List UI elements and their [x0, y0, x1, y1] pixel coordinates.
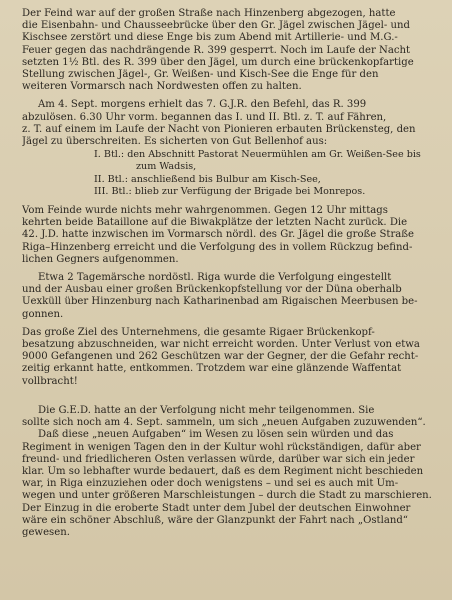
paragraph-1 — [22, 8, 438, 93]
text-line: vollbracht! — [22, 375, 78, 387]
text-line: wegen und unter größeren Marschleistungen – durch die Stadt zu marschieren. — [22, 490, 432, 502]
list-item: III. Btl.: blieb zur Verfügung der Brigade bei Monrepos. — [94, 185, 366, 197]
text-line: die Eisenbahn- und Chausseebrücke über den Gr. Jägel zwischen Jägel- und — [22, 20, 410, 32]
text-line: Das große Ziel des Unternehmens, die gesamte Rigaer Brückenkopf- — [22, 326, 375, 338]
paragraph-5 — [22, 327, 438, 388]
text-line: Regiment in wenigen Tagen den in der Kultur wohl rückständigen, dafür aber — [22, 441, 421, 453]
battalion-list — [22, 149, 438, 198]
text-line: Die G.E.D. hatte an der Verfolgung nicht mehr teilgenommen. Sie — [38, 404, 375, 416]
text-line: gonnen. — [22, 308, 64, 320]
section-gap — [22, 388, 438, 405]
text-line: war, in Riga einzuziehen oder doch wenigstens – und sei es auch mit Um- — [22, 478, 399, 490]
paragraph-4 — [22, 272, 438, 321]
text-line: freund- und friedlicheren Osten verlassen würde, darüber war sich ein jeder — [22, 453, 415, 465]
text-line: klar. Um so lebhafter wurde bedauert, daß es dem Regiment nicht beschieden — [22, 465, 424, 477]
list-item: II. Btl.: anschließend bis Bulbur am Kisch-See, — [94, 173, 321, 185]
list-item: I. Btl.: den Abschnitt Pastorat Neuermühlen am Gr. Weißen-See bis — [94, 149, 421, 161]
paragraph-2 — [22, 99, 438, 148]
text-line: Kischsee zerstört und diese Enge bis zum Abend mit Artillerie- und M.G.- — [22, 32, 398, 44]
text-line: 9000 Gefangenen und 262 Geschützen war der Gegner, der die Gefahr recht- — [22, 351, 419, 363]
text-line: lichen Gegners aufgenommen. — [22, 253, 179, 265]
text-line: setzten 1½ Btl. des R. 399 über den Jägel, um durch eine brückenkopfartige — [22, 56, 414, 68]
text-line: besatzung abzuschneiden, war nicht erreicht worden. Unter Verlust von etwa — [22, 339, 420, 351]
text-line: wäre ein schöner Abschluß, wäre der Glanzpunkt der Fahrt nach „Ostland“ — [22, 514, 408, 526]
text-line: abzulösen. 6.30 Uhr vorm. begannen das I. und II. Btl. z. T. auf Fähren, — [22, 111, 387, 123]
text-line: Uexküll über Hinzenburg nach Katharinenbad am Rigaischen Meerbusen be- — [22, 296, 418, 308]
text-line: Jägel zu überschreiten. Es sicherten von Gut Bellenhof aus: — [22, 136, 328, 148]
text-line: Am 4. Sept. morgens erhielt das 7. G.J.R. den Befehl, das R. 399 — [38, 99, 367, 111]
text-line: weiteren Vormarsch nach Nordwesten offen zu halten. — [22, 81, 302, 93]
text-line: kehrten beide Bataillone auf die Biwakplätze der letzten Nacht zurück. Die — [22, 217, 408, 229]
text-line: sollte sich noch am 4. Sept. sammeln, um sich „neuen Aufgaben zuzuwenden“. — [22, 417, 426, 429]
text-line: Vom Feinde wurde nichts mehr wahrgenommen. Gegen 12 Uhr mittags — [22, 205, 388, 217]
text-line: und der Ausbau einer großen Brückenkopfstellung vor der Düna oberhalb — [22, 284, 402, 296]
text-line: Etwa 2 Tagemärsche nordöstl. Riga wurde die Verfolgung eingestellt — [38, 272, 392, 284]
text-line: Riga–Hinzenberg erreicht und die Verfolgung des in vollem Rückzug befind- — [22, 241, 413, 253]
text-line: zeitig erkannt hatte, entkommen. Trotzdem war eine glänzende Waffentat — [22, 363, 402, 375]
paragraph-3 — [22, 205, 438, 266]
text-line: Feuer gegen das nachdrängende R. 399 gesperrt. Noch im Laufe der Nacht — [22, 44, 411, 56]
list-item: zum Wadsis, — [136, 161, 197, 173]
paragraph-7 — [22, 429, 438, 539]
text-line: Stellung zwischen Jägel-, Gr. Weißen- und Kisch-See die Enge für den — [22, 69, 379, 81]
text-line: Daß diese „neuen Aufgaben“ im Wesen zu lösen sein würden und das — [38, 429, 394, 441]
text-line: z. T. auf einem im Laufe der Nacht von Pionieren erbauten Brückensteg, den — [22, 123, 416, 135]
text-line: 42. J.D. hatte inzwischen im Vormarsch nördl. des Gr. Jägel die große Straße — [22, 229, 415, 241]
text-line: Der Feind war auf der großen Straße nach Hinzenberg abgezogen, hatte — [22, 8, 396, 19]
text-line: gewesen. — [22, 526, 70, 538]
paragraph-6 — [22, 405, 438, 429]
text-line: Der Einzug in die eroberte Stadt unter dem Jubel der deutschen Einwohner — [22, 502, 411, 514]
